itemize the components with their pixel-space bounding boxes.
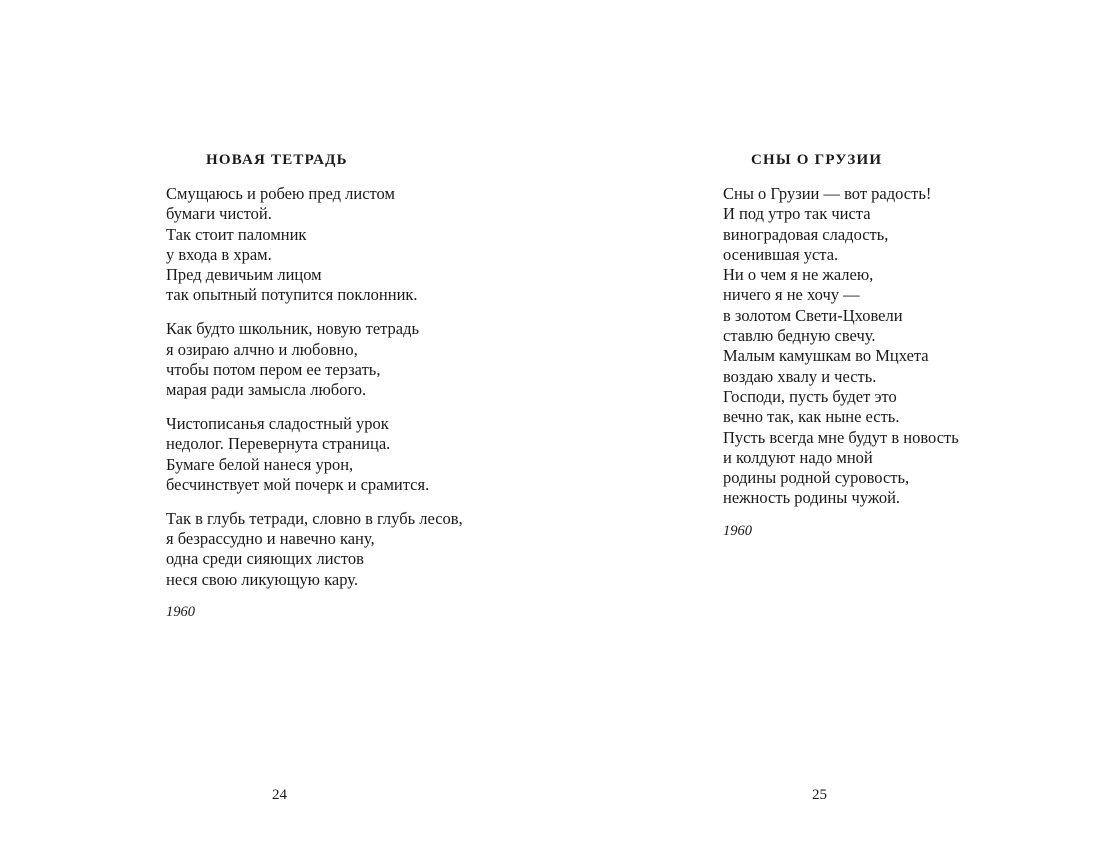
poem-line: в золотом Свети-Цховели bbox=[723, 305, 903, 325]
poem-line: Бумаге белой нанеся урон, bbox=[166, 454, 354, 474]
poem-line: воздаю хвалу и честь. bbox=[723, 366, 877, 386]
poem-line: вечно так, как ныне есть. bbox=[723, 407, 900, 427]
poem-line: Пусть всегда мне будут в новость bbox=[723, 427, 959, 447]
page-number: 25 bbox=[812, 787, 827, 803]
poem-line: Господи, пусть будет это bbox=[723, 386, 897, 406]
poem-line: я озираю алчно и любовно, bbox=[166, 339, 358, 359]
poem-line: нежность родины чужой. bbox=[723, 488, 901, 508]
stanza bbox=[166, 319, 463, 400]
poem-date: 1960 bbox=[166, 604, 195, 621]
poem-line: ничего я не хочу — bbox=[723, 285, 860, 305]
poem-line: родины родной суровость, bbox=[723, 468, 910, 488]
poem-line: Смущаюсь и робею пред листом bbox=[166, 184, 395, 203]
poem-line: бумаги чистой. bbox=[166, 204, 272, 224]
poem-line: и колдуют надо мной bbox=[723, 447, 873, 467]
poem-line: осенившая уста. bbox=[723, 244, 839, 264]
poem-line: марая ради замысла любого. bbox=[166, 380, 367, 400]
poem-line: так опытный потупится поклонник. bbox=[166, 285, 418, 305]
right-page bbox=[550, 0, 1100, 861]
poem-line: я безрассудно и навечно кану, bbox=[166, 528, 375, 548]
poem-line: у входа в храм. bbox=[166, 244, 272, 264]
poem-body bbox=[166, 184, 463, 621]
poem-date: 1960 bbox=[723, 523, 752, 540]
stanza bbox=[166, 184, 463, 306]
stanza bbox=[166, 414, 463, 495]
poem-line: Сны о Грузии — вот радость! bbox=[723, 184, 932, 203]
stanza bbox=[166, 509, 463, 590]
poem-line: Пред девичьим лицом bbox=[166, 265, 322, 285]
page-number: 24 bbox=[272, 787, 287, 803]
poem-line: чтобы потом пером ее терзать, bbox=[166, 359, 381, 379]
poem-line: Малым камушкам во Мцхета bbox=[723, 346, 929, 366]
poem-line: Так стоит паломник bbox=[166, 224, 307, 244]
poem-line: Ни о чем я не жалею, bbox=[723, 265, 874, 285]
poem-line: одна среди сияющих листов bbox=[166, 549, 364, 569]
poem-title: НОВАЯ ТЕТРАДЬ bbox=[206, 152, 348, 168]
poem-line: Как будто школьник, новую тетрадь bbox=[166, 319, 420, 339]
poem-line: Так в глубь тетради, словно в глубь лесов, bbox=[166, 508, 463, 528]
poem-line: бесчинствует мой почерк и срамится. bbox=[166, 474, 430, 494]
poem-line: И под утро так чиста bbox=[723, 204, 871, 224]
poem-title: СНЫ О ГРУЗИИ bbox=[751, 152, 883, 168]
poem-line: ставлю бедную свечу. bbox=[723, 326, 876, 346]
poem-line: неся свою ликующую кару. bbox=[166, 569, 358, 589]
poem-line: Чистописанья сладостный урок bbox=[166, 413, 389, 433]
stanza bbox=[723, 184, 959, 509]
poem-body bbox=[723, 184, 959, 540]
poem-line: виноградовая сладость, bbox=[723, 224, 889, 244]
poem-line: недолог. Перевернута страница. bbox=[166, 434, 391, 454]
